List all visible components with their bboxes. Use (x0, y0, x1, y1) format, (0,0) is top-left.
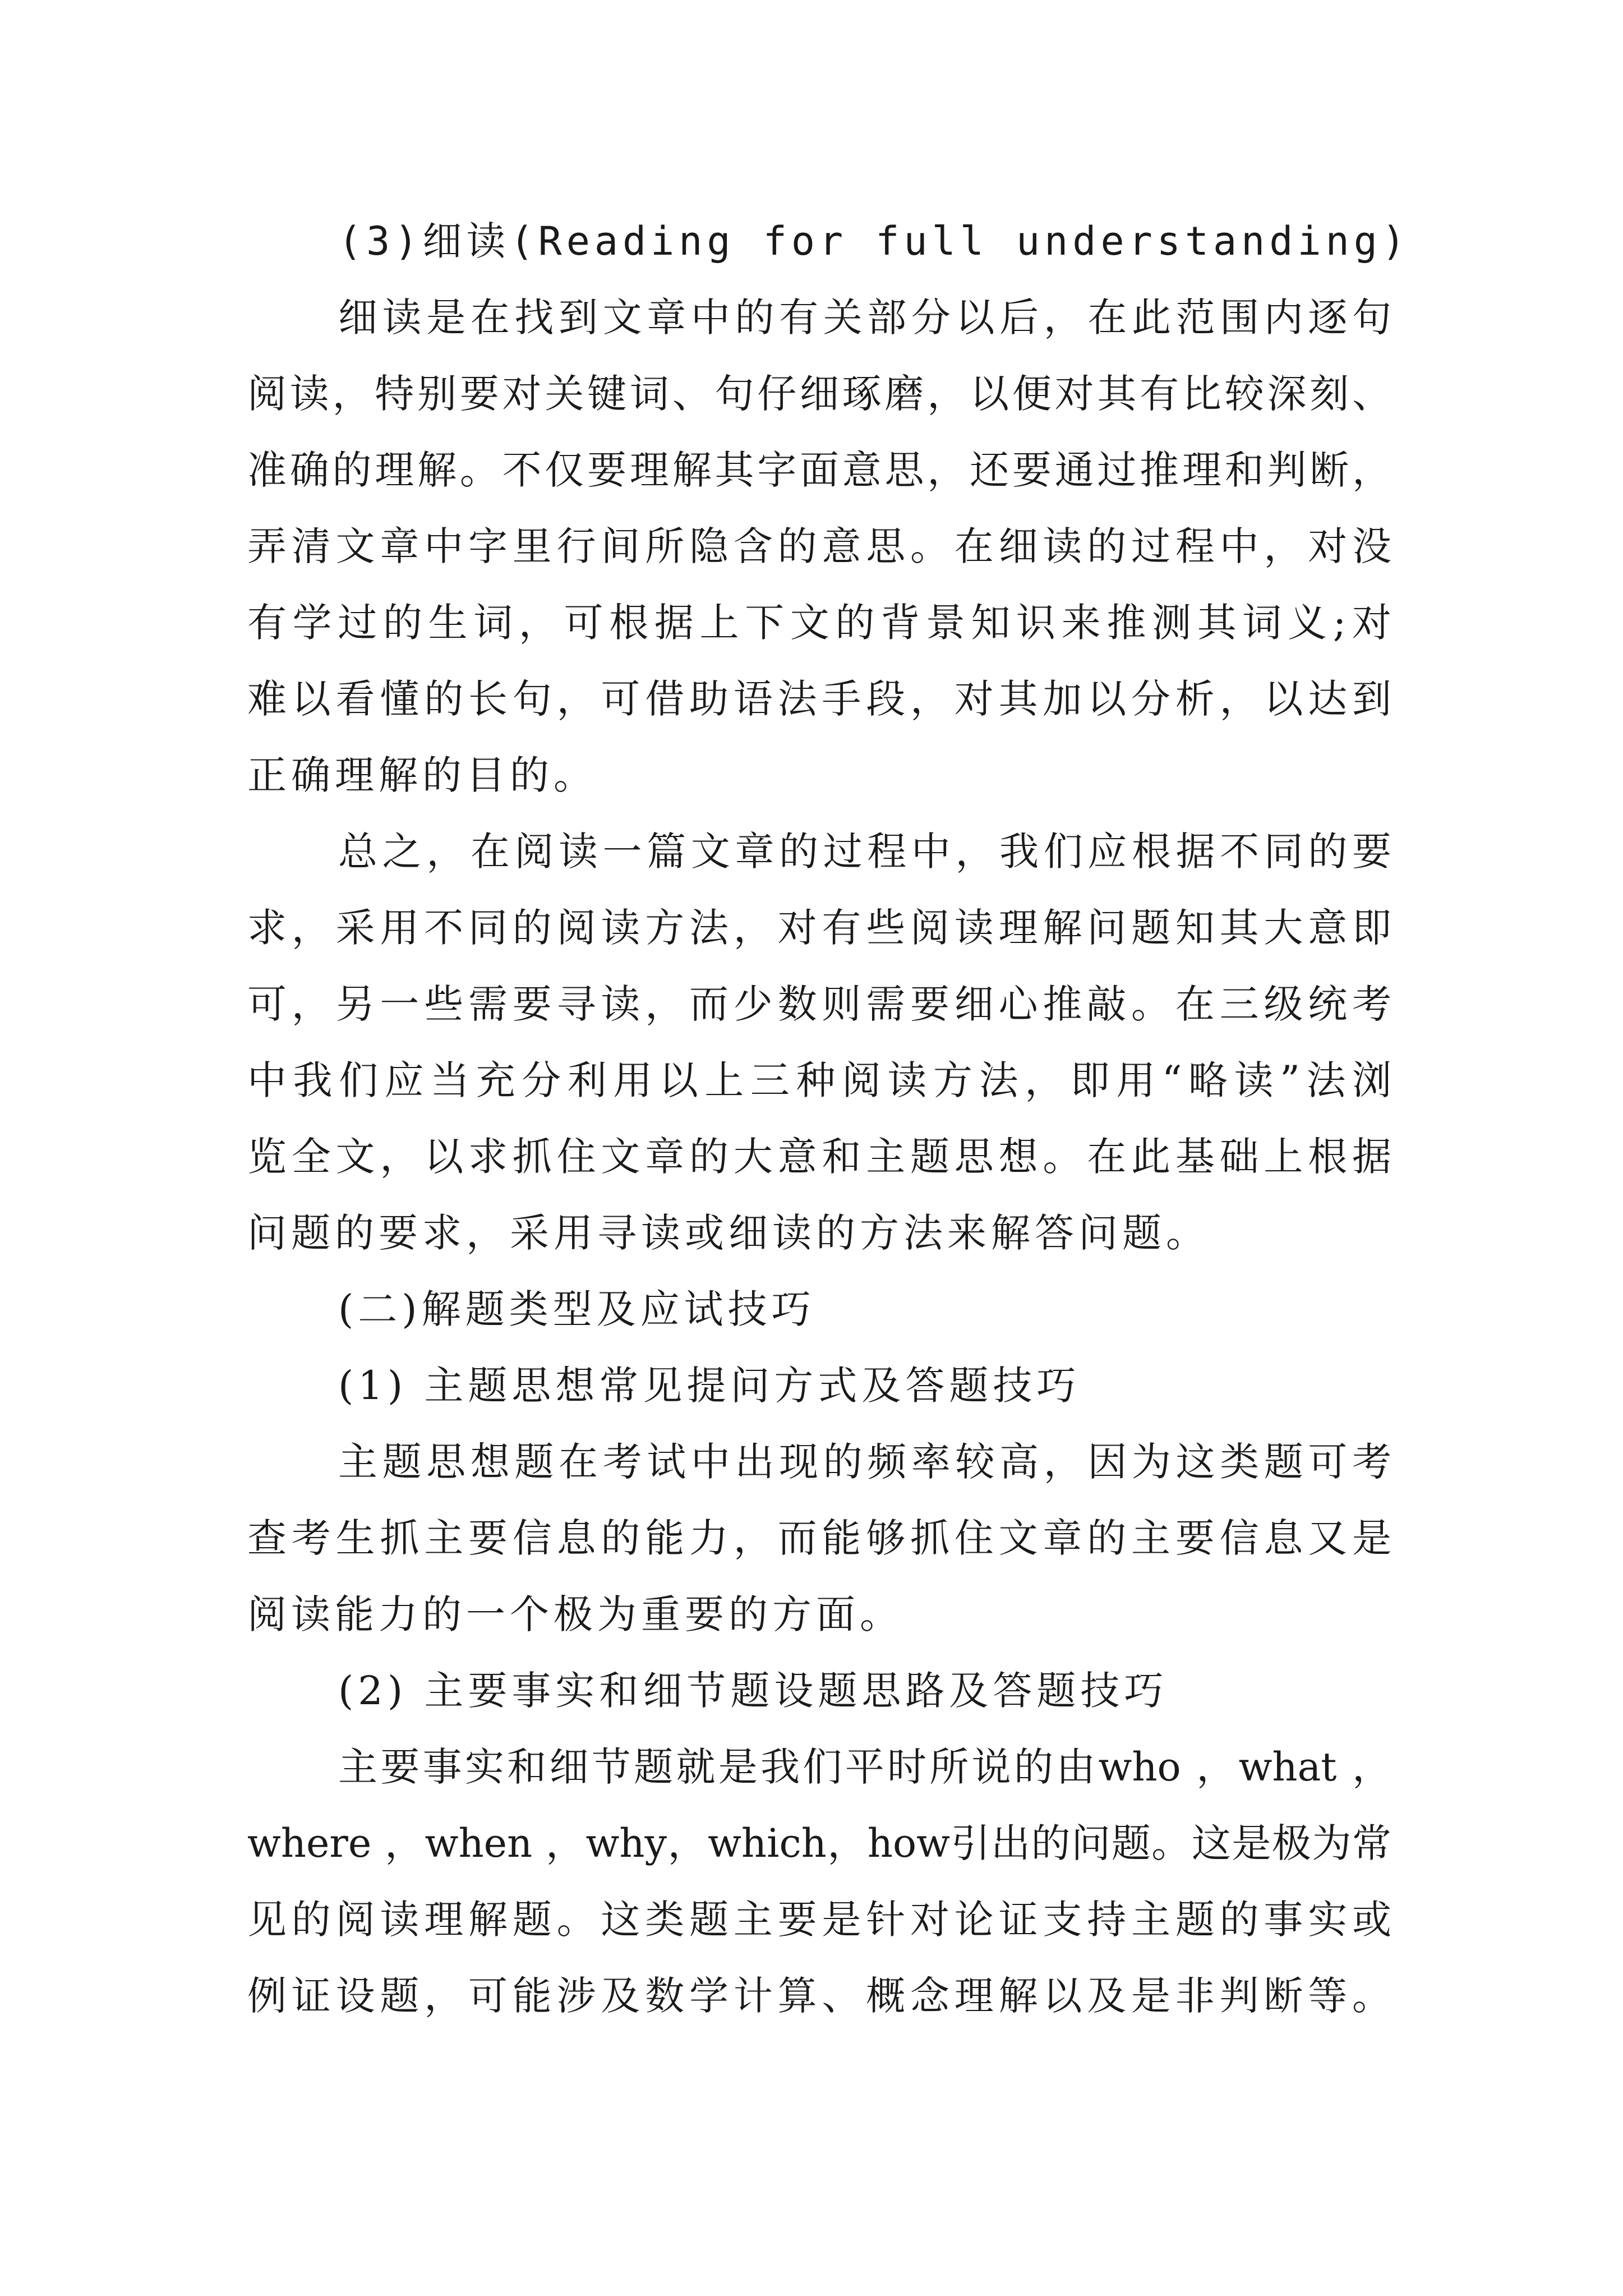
paragraph-line: 问题的要求，采用寻读或细读的方法来解答问题。 (247, 1210, 1210, 1256)
paragraph-line: 查考生抓主要信息的能力，而能够抓住文章的主要信息又是 (247, 1515, 1391, 1561)
paragraph-line: 主题思想题在考试中出现的频率较高，因为这类题可考 (338, 1439, 1391, 1485)
paragraph-line: 难以看懂的长句，可借助语法手段，对其加以分析，以达到 (247, 676, 1391, 722)
paragraph-line: where ，when ，why，which，how引出的问题。这是极为常 (247, 1820, 1391, 1866)
paragraph-line: 弄清文章中字里行间所隐含的意思。在细读的过程中，对没 (247, 523, 1391, 569)
section-heading: (二)解题类型及应试技巧 (338, 1286, 815, 1332)
paragraph-line: 有学过的生词，可根据上下文的背景知识来推测其词义;对 (247, 600, 1391, 646)
paragraph-line: 中我们应当充分利用以上三种阅读方法，即用“略读”法浏 (247, 1057, 1391, 1103)
paragraph-line: 见的阅读理解题。这类题主要是针对论证支持主题的事实或 (247, 1897, 1391, 1943)
paragraph-line: 细读是在找到文章中的有关部分以后，在此范围内逐句 (338, 295, 1391, 341)
paragraph-line: 准确的理解。不仅要理解其字面意思，还要通过推理和判断， (247, 447, 1391, 493)
heading-close-reading: (3)细读(Reading for full understanding) (338, 218, 1410, 264)
paragraph-line: 览全文，以求抓住文章的大意和主题思想。在此基础上根据 (247, 1134, 1391, 1180)
paragraph-line: 求，采用不同的阅读方法，对有些阅读理解问题知其大意即 (247, 905, 1391, 951)
paragraph-line: 阅读，特别要对关键词、句仔细琢磨，以便对其有比较深刻、 (247, 371, 1391, 417)
document-body (247, 203, 1410, 2034)
paragraph-line: 可，另一些需要寻读，而少数则需要细心推敲。在三级统考 (247, 981, 1391, 1027)
paragraph-line: 主要事实和细节题就是我们平时所说的由who ，what ， (338, 1744, 1391, 1790)
paragraph-line: 例证设题，可能涉及数学计算、概念理解以及是非判断等。 (247, 1973, 1391, 2019)
paragraph-line: 阅读能力的一个极为重要的方面。 (247, 1591, 903, 1637)
paragraph-line: 正确理解的目的。 (247, 752, 597, 798)
subsection-heading: (2) 主要事实和细节题设题思路及答题技巧 (338, 1668, 1168, 1714)
subsection-heading: (1) 主题思想常见提问方式及答题技巧 (338, 1363, 1081, 1409)
paragraph-line: 总之，在阅读一篇文章的过程中，我们应根据不同的要 (338, 829, 1391, 875)
